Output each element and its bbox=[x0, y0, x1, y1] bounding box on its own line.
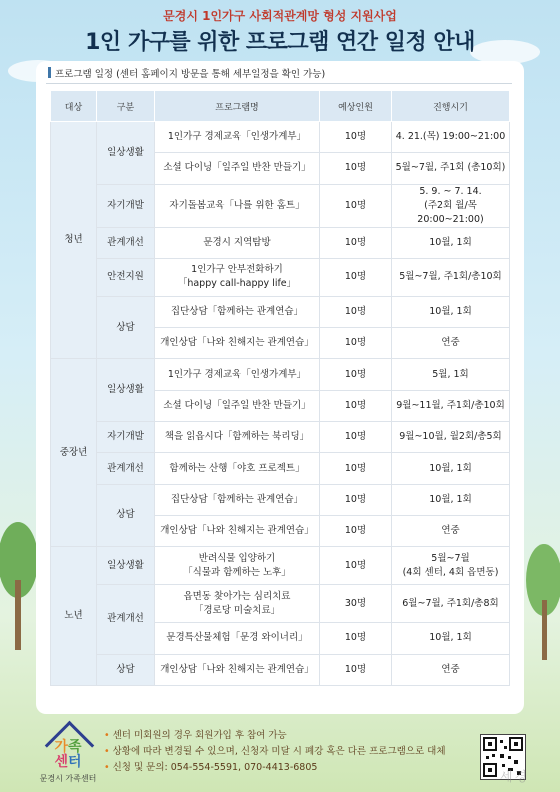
period-cell bbox=[392, 623, 510, 654]
table-row bbox=[51, 359, 510, 390]
period-text: 10월, 1회 bbox=[429, 236, 472, 248]
period-cell bbox=[392, 122, 510, 153]
bullet-icon: • bbox=[104, 762, 110, 773]
tree-decoration bbox=[522, 540, 560, 660]
logo-char: 터 bbox=[68, 754, 82, 770]
table-row bbox=[51, 227, 510, 258]
people-cell: 10명 bbox=[320, 547, 392, 585]
program-text: 「경로당 미술치료」 bbox=[193, 604, 281, 616]
program-text: 자기돌봄교육「나를 위한 홈트」 bbox=[169, 199, 305, 211]
note-text: 신청 및 문의: 054-554-5591, 070-4413-6805 bbox=[112, 762, 318, 773]
program-text: 개인상담「나와 친해지는 관계연습」 bbox=[160, 525, 314, 537]
header-program: 프로그램명 bbox=[155, 91, 320, 122]
program-cell bbox=[155, 515, 320, 546]
note-text: 상황에 따라 변경될 수 있으며, 신청자 미달 시 폐강 혹은 다른 프로그램으로 대체 bbox=[112, 746, 446, 757]
people-cell: 10명 bbox=[320, 422, 392, 453]
period-text: 9월~11월, 주1회/총10회 bbox=[396, 399, 505, 411]
period-cell bbox=[392, 484, 510, 515]
period-text: 연중 bbox=[441, 525, 460, 537]
program-text: 1인가구 경제교육「인생가계부」 bbox=[167, 131, 307, 143]
period-cell bbox=[392, 453, 510, 484]
program-cell bbox=[155, 122, 320, 153]
period-text: 10월, 1회 bbox=[429, 306, 472, 318]
program-text: 문경시 지역탐방 bbox=[203, 236, 271, 248]
table-row bbox=[51, 453, 510, 484]
header-target: 대상 bbox=[51, 91, 97, 122]
category-cell: 일상생활 bbox=[97, 359, 155, 422]
people-cell: 10명 bbox=[320, 390, 392, 421]
period-text: 연중 bbox=[441, 663, 460, 675]
family-center-logo bbox=[38, 722, 98, 788]
program-text: 집단상담「함께하는 관계연습」 bbox=[170, 306, 304, 318]
people-cell: 10명 bbox=[320, 328, 392, 359]
category-cell: 일상생활 bbox=[97, 122, 155, 185]
program-text: 문경특산물체험「문경 와이너리」 bbox=[166, 632, 308, 644]
header-people: 예상인원 bbox=[320, 91, 392, 122]
program-text: 읍면동 찾아가는 심리치료 bbox=[183, 590, 291, 602]
period-cell bbox=[392, 390, 510, 421]
program-text: 소셜 다이닝「일주일 반찬 만들기」 bbox=[163, 399, 311, 411]
table-row bbox=[51, 422, 510, 453]
header-period: 진행시기 bbox=[392, 91, 510, 122]
category-cell: 관계개선 bbox=[97, 227, 155, 258]
period-text: 연중 bbox=[441, 337, 460, 349]
people-cell: 10명 bbox=[320, 184, 392, 227]
program-cell bbox=[155, 453, 320, 484]
period-text: 6월~7월, 주1회/총8회 bbox=[402, 597, 499, 609]
period-cell bbox=[392, 328, 510, 359]
people-cell: 10명 bbox=[320, 484, 392, 515]
period-cell bbox=[392, 184, 510, 227]
schedule-table bbox=[50, 90, 510, 686]
footer-notes bbox=[104, 728, 446, 776]
table-header-row bbox=[51, 91, 510, 122]
logo-char: 가 bbox=[54, 739, 68, 755]
program-text: 1인가구 안부전화하기 bbox=[191, 264, 283, 276]
people-cell: 10명 bbox=[320, 654, 392, 685]
people-cell: 10명 bbox=[320, 258, 392, 296]
people-cell: 10명 bbox=[320, 453, 392, 484]
program-text: 개인상담「나와 친해지는 관계연습」 bbox=[160, 337, 314, 349]
note-item bbox=[104, 744, 446, 760]
period-cell bbox=[392, 585, 510, 623]
target-cell: 노년 bbox=[51, 547, 97, 686]
table-row bbox=[51, 296, 510, 327]
people-cell: 10명 bbox=[320, 515, 392, 546]
period-cell bbox=[392, 153, 510, 184]
period-text: (4회 센터, 4회 읍면동) bbox=[402, 566, 499, 578]
program-text: 1인가구 경제교육「인생가계부」 bbox=[167, 368, 307, 380]
period-text: 9월~10월, 월2회/총5회 bbox=[399, 431, 502, 443]
period-cell bbox=[392, 422, 510, 453]
program-cell bbox=[155, 547, 320, 585]
period-cell bbox=[392, 515, 510, 546]
table-row bbox=[51, 258, 510, 296]
bullet-icon: • bbox=[104, 746, 110, 757]
category-cell: 자기개발 bbox=[97, 184, 155, 227]
notice-text: 프로그램 일정 (센터 홈페이지 방문을 통해 세부일정을 확인 가능) bbox=[55, 69, 326, 80]
notice-bar bbox=[46, 67, 512, 84]
tree-decoration bbox=[0, 520, 40, 650]
table-row bbox=[51, 484, 510, 515]
program-cell bbox=[155, 153, 320, 184]
program-cell bbox=[155, 184, 320, 227]
page-title: 1인 가구를 위한 프로그램 연간 일정 안내 bbox=[85, 30, 475, 55]
logo-char: 센 bbox=[54, 754, 68, 770]
watermark: 세경 bbox=[500, 770, 530, 785]
people-cell: 10명 bbox=[320, 153, 392, 184]
period-cell bbox=[392, 547, 510, 585]
category-cell: 안전지원 bbox=[97, 258, 155, 296]
program-text: 책을 읽읍시다「함께하는 북리딩」 bbox=[164, 431, 310, 443]
program-cell bbox=[155, 585, 320, 623]
program-cell bbox=[155, 258, 320, 296]
category-cell: 상담 bbox=[97, 484, 155, 547]
note-item bbox=[104, 728, 446, 744]
program-cell bbox=[155, 390, 320, 421]
center-name: 문경시 가족센터 bbox=[39, 774, 97, 783]
program-text: 소셜 다이닝「일주일 반찬 만들기」 bbox=[163, 162, 311, 174]
program-text: 함께하는 산행「야호 프로젝트」 bbox=[169, 462, 305, 474]
people-cell: 10명 bbox=[320, 227, 392, 258]
logo-char: 족 bbox=[68, 739, 82, 755]
period-text: 5. 9. ~ 7. 14. bbox=[419, 185, 482, 197]
period-cell bbox=[392, 296, 510, 327]
table-row bbox=[51, 654, 510, 685]
program-cell bbox=[155, 654, 320, 685]
program-text: 개인상담「나와 친해지는 관계연습」 bbox=[160, 663, 314, 675]
category-cell: 상담 bbox=[97, 654, 155, 685]
program-cell bbox=[155, 623, 320, 654]
period-text: 4. 21.(목) 19:00~21:00 bbox=[395, 131, 506, 143]
people-cell: 10명 bbox=[320, 359, 392, 390]
table-row bbox=[51, 585, 510, 623]
table-row bbox=[51, 122, 510, 153]
program-text: 「happy call-happy life」 bbox=[177, 278, 297, 290]
period-text: 10월, 1회 bbox=[429, 632, 472, 644]
bullet-icon: • bbox=[104, 730, 110, 741]
note-text: 센터 미회원의 경우 회원가입 후 참여 가능 bbox=[112, 730, 287, 741]
program-text: 「식물과 함께하는 노후」 bbox=[183, 566, 291, 578]
period-text: 5월, 1회 bbox=[432, 368, 469, 380]
program-cell bbox=[155, 484, 320, 515]
program-cell bbox=[155, 328, 320, 359]
category-cell: 일상생활 bbox=[97, 547, 155, 585]
table-row bbox=[51, 547, 510, 585]
period-cell bbox=[392, 359, 510, 390]
note-item bbox=[104, 760, 446, 776]
header-category: 구분 bbox=[97, 91, 155, 122]
category-cell: 자기개발 bbox=[97, 422, 155, 453]
people-cell: 10명 bbox=[320, 623, 392, 654]
period-text: 10월, 1회 bbox=[429, 462, 472, 474]
target-cell: 중장년 bbox=[51, 359, 97, 547]
program-cell bbox=[155, 296, 320, 327]
table-row bbox=[51, 184, 510, 227]
period-cell bbox=[392, 227, 510, 258]
house-roof-icon bbox=[48, 722, 88, 740]
category-cell: 상담 bbox=[97, 296, 155, 359]
period-text: 5월~7월, 주1회 (총10회) bbox=[395, 162, 506, 174]
schedule-card bbox=[36, 61, 524, 714]
accent-bar bbox=[48, 67, 51, 78]
period-cell bbox=[392, 258, 510, 296]
period-text: 5월~7월, 주1회/총10회 bbox=[399, 271, 502, 283]
program-cell bbox=[155, 227, 320, 258]
people-cell: 30명 bbox=[320, 585, 392, 623]
period-cell bbox=[392, 654, 510, 685]
program-text: 반려식물 입양하기 bbox=[198, 552, 276, 564]
footer bbox=[0, 714, 560, 792]
page-subtitle: 문경시 1인가구 사회적관계망 형성 지원사업 bbox=[163, 9, 397, 23]
program-text: 집단상담「함께하는 관계연습」 bbox=[170, 493, 304, 505]
category-cell: 관계개선 bbox=[97, 453, 155, 484]
people-cell: 10명 bbox=[320, 296, 392, 327]
program-cell bbox=[155, 359, 320, 390]
period-text: 10월, 1회 bbox=[429, 493, 472, 505]
period-text: 5월~7월 bbox=[431, 552, 470, 564]
period-text: (주2회 월/목 20:00~21:00) bbox=[417, 199, 484, 225]
category-cell: 관계개선 bbox=[97, 585, 155, 654]
target-cell: 청년 bbox=[51, 122, 97, 359]
program-cell bbox=[155, 422, 320, 453]
people-cell: 10명 bbox=[320, 122, 392, 153]
